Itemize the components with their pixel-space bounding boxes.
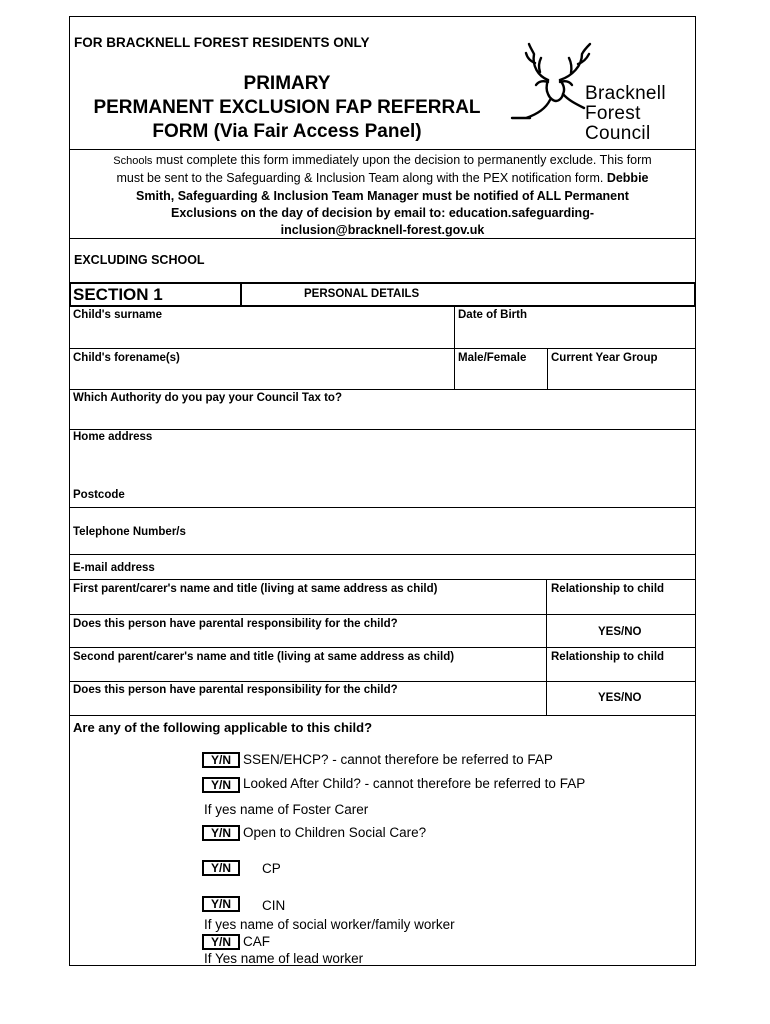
excluding-school-label: EXCLUDING SCHOOL: [74, 253, 205, 267]
divider: [69, 715, 696, 716]
foster-carer-label: If yes name of Foster Carer: [204, 802, 369, 817]
notice-line-3: Smith, Safeguarding & Inclusion Team Manager must be notified of ALL Permanent: [136, 188, 629, 203]
divider: [69, 348, 696, 349]
title-line-1: PRIMARY: [243, 73, 331, 94]
ssen-yn-box[interactable]: Y/N: [202, 752, 240, 768]
telephone-input[interactable]: [210, 512, 692, 550]
applicable-question: Are any of the following applicable to this child?: [73, 720, 373, 735]
council-logo: [508, 38, 688, 148]
year-group-label: Current Year Group: [551, 352, 658, 364]
second-parent-label: Second parent/carer's name and title (living at same address as child): [73, 651, 455, 663]
child-surname-label: Child's surname: [73, 309, 163, 321]
section-subtitle: PERSONAL DETAILS: [304, 288, 420, 300]
divider: [69, 389, 696, 390]
divider: [69, 507, 696, 508]
child-forename-label: Child's forename(s): [73, 352, 180, 364]
lead-worker-label: If Yes name of lead worker: [204, 951, 364, 966]
caf-yn-box[interactable]: Y/N: [202, 934, 240, 950]
social-care-yn-box[interactable]: Y/N: [202, 825, 240, 841]
social-worker-label: If yes name of social worker/family worker: [204, 917, 455, 932]
excluding-school-input[interactable]: [230, 242, 690, 278]
notice-line-2-bold: Debbie: [606, 171, 649, 186]
council-tax-label: Which Authority do you pay your Council Tax to?: [73, 392, 342, 404]
relationship-1-label: Relationship to child: [551, 583, 665, 595]
pr-1-answer[interactable]: YES/NO: [598, 626, 642, 638]
postcode-label: Postcode: [73, 489, 125, 501]
relationship-2-label: Relationship to child: [551, 651, 665, 663]
dob-label: Date of Birth: [458, 309, 527, 321]
notice-line-5[interactable]: inclusion@bracknell-forest.gov.uk: [280, 223, 485, 238]
pr-1-question: Does this person have parental responsibility for the child?: [73, 618, 398, 630]
notice-line-2-plain: must be sent to the Safeguarding & Inclusion Team along with the PEX notification form.: [116, 171, 607, 186]
child-forename-input[interactable]: [72, 367, 450, 387]
divider: [546, 579, 547, 647]
divider: [69, 149, 696, 150]
cp-label: CP: [262, 861, 281, 876]
year-group-input[interactable]: [551, 367, 692, 387]
divider: [69, 647, 696, 648]
notice-line-1: [70, 152, 695, 170]
divider: [69, 238, 696, 239]
ssen-label: SSEN/EHCP? - cannot therefore be referred to FAP: [243, 752, 553, 767]
lead-worker-input[interactable]: [380, 950, 692, 964]
cin-label: CIN: [262, 898, 286, 913]
first-parent-input[interactable]: [72, 598, 542, 612]
lac-yn-box[interactable]: Y/N: [202, 777, 240, 793]
divider: [454, 307, 455, 348]
notice-text: [70, 152, 695, 239]
social-worker-input[interactable]: [474, 916, 692, 932]
home-address-label: Home address: [73, 431, 153, 443]
divider: [69, 681, 696, 682]
sex-input[interactable]: [458, 367, 544, 387]
section-title: SECTION 1: [73, 285, 163, 304]
dob-input[interactable]: [458, 324, 692, 346]
home-address-input[interactable]: [72, 447, 692, 485]
first-parent-label: First parent/carer's name and title (living at same address as child): [73, 583, 438, 595]
notice-line-2: [70, 170, 695, 187]
lac-label: Looked After Child? - cannot therefore be referred to FAP: [243, 776, 586, 791]
notice-schools: Schools: [113, 155, 153, 167]
cp-yn-box[interactable]: Y/N: [202, 860, 240, 876]
notice-line-4: Exclusions on the day of decision by email to: education.safeguarding-: [171, 205, 594, 220]
council-tax-input[interactable]: [72, 407, 692, 427]
logo-line-3: Council: [585, 123, 651, 144]
email-label: E-mail address: [73, 562, 155, 574]
logo-line-2: Forest: [585, 103, 641, 124]
divider: [69, 554, 696, 555]
social-care-label: Open to Children Social Care?: [243, 825, 427, 840]
cin-yn-box[interactable]: Y/N: [202, 896, 240, 912]
sex-label: Male/Female: [458, 352, 527, 364]
child-surname-input[interactable]: [72, 324, 450, 346]
foster-carer-input[interactable]: [382, 801, 692, 819]
pr-2-question: Does this person have parental responsibility for the child?: [73, 684, 398, 696]
email-input[interactable]: [170, 558, 692, 576]
logo-line-1: Bracknell: [585, 83, 666, 104]
divider: [69, 579, 696, 580]
title-line-3: FORM (Via Fair Access Panel): [152, 121, 422, 142]
telephone-label: Telephone Number/s: [73, 526, 186, 538]
caf-label: CAF: [243, 934, 270, 949]
section-header-divider: [240, 282, 242, 307]
title-line-2: PERMANENT EXCLUSION FAP REFERRAL: [93, 97, 481, 118]
logo-text: [585, 84, 666, 144]
divider: [69, 429, 696, 430]
second-parent-input[interactable]: [72, 666, 542, 680]
divider: [547, 348, 548, 389]
residents-only-label: FOR BRACKNELL FOREST RESIDENTS ONLY: [74, 35, 370, 50]
form-title: [72, 72, 502, 144]
pr-2-answer[interactable]: YES/NO: [598, 692, 642, 704]
postcode-input[interactable]: [140, 487, 692, 505]
divider: [454, 348, 455, 389]
notice-line-1-rest: must complete this form immediately upon the decision to permanently exclude. This form: [152, 153, 652, 167]
divider: [69, 614, 696, 615]
